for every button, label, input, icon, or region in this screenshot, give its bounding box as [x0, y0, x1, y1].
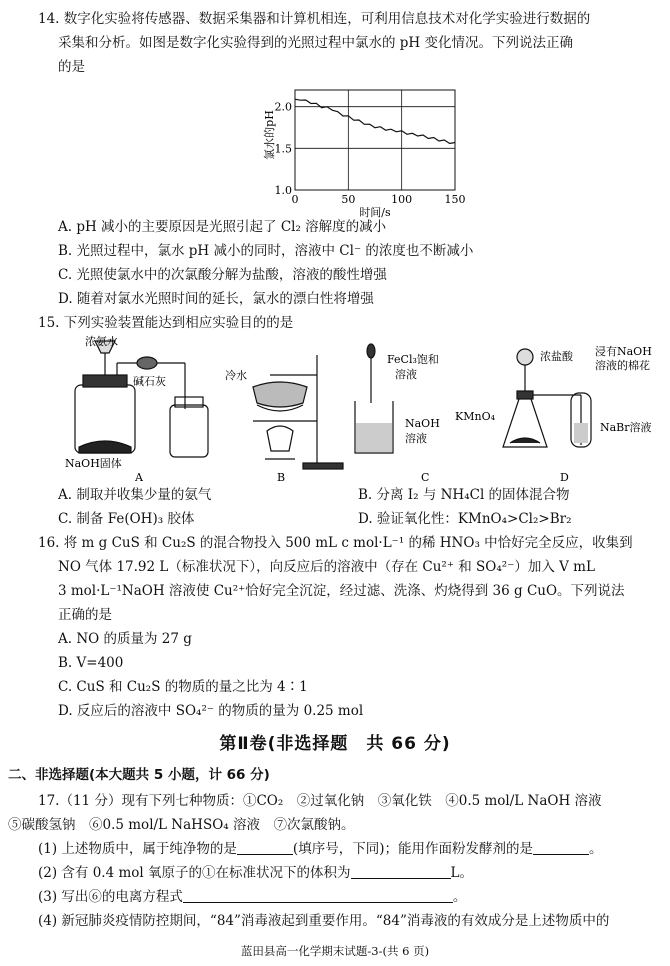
q16-option-b: B. V=400	[58, 655, 124, 671]
q16-stem-line2: NO 气体 17.92 L（标准状况下），向反应后的溶液中（存在 Cu²⁺ 和 SO₄²⁻）加入 V mL	[58, 559, 595, 575]
q17-part2-text-b: L。	[450, 865, 473, 881]
q17-part2-text-a: (2) 含有 0.4 mol 氧原子的①在标准状况下的体积为	[38, 865, 351, 881]
label-a-mid: 碱石灰	[133, 375, 166, 388]
q14-option-d: D. 随着对氯水光照时间的延长，氯水的漂白性将增强	[58, 291, 374, 307]
q17-part1-text-b: (填序号，下同)；能用作面粉发酵剂的是	[292, 841, 533, 857]
chart-y-tick-label: 1.0	[274, 184, 292, 197]
q17-stem-line2: ⑤碳酸氢钠 ⑥0.5 mol/L NaHSO₄ 溶液 ⑦次氯酸钠。	[8, 817, 355, 833]
ph-chart	[255, 80, 475, 220]
label-d-letter: D	[560, 471, 569, 484]
apparatus-d	[503, 349, 591, 447]
q15-option-c: C. 制备 Fe(OH)₃ 胶体	[58, 511, 195, 527]
q16-option-c: C. CuS 和 Cu₂S 的物质的量之比为 4∶1	[58, 679, 308, 695]
q17-answer-blank-3[interactable]	[351, 864, 451, 879]
q14-option-c: C. 光照使氯水中的次氯酸分解为盐酸，溶液的酸性增强	[58, 267, 387, 283]
chart-series-line	[295, 99, 455, 143]
q15-stem: 15. 下列实验装置能达到相应实验目的的是	[38, 315, 294, 331]
q17-part2	[38, 862, 473, 885]
q16-option-d: D. 反应后的溶液中 SO₄²⁻ 的物质的量为 0.25 mol	[58, 703, 364, 719]
apparatus-b	[253, 355, 343, 469]
label-b-letter: B	[277, 471, 286, 484]
q17-answer-blank-1[interactable]	[237, 840, 293, 855]
q17-answer-blank-4[interactable]	[183, 888, 453, 903]
label-d-kmno4: KMnO₄	[455, 410, 495, 423]
q14-option-b: B. 光照过程中，氯水 pH 减小的同时，溶液中 Cl⁻ 的浓度也不断减小	[58, 243, 474, 259]
apparatus-figure	[55, 335, 665, 485]
q16-stem-line4: 正确的是	[58, 607, 112, 623]
label-a-letter: A	[135, 471, 143, 484]
q16-stem-line1: 16. 将 m g CuS 和 Cu₂S 的混合物投入 500 mL c mol·L⁻¹ 的稀 HNO₃ 中恰好完全反应，收集到	[38, 535, 633, 551]
chart-x-tick-label: 0	[291, 193, 299, 206]
q16-option-a: A. NO 的质量为 27 g	[58, 631, 192, 647]
chart-x-tick-label: 150	[444, 193, 466, 206]
label-a-top: 浓氨水	[85, 335, 118, 348]
q14-option-a: A. pH 减小的主要原因是光照引起了 Cl₂ 溶解度的减小	[58, 219, 387, 235]
q14-stem-line1: 14. 数字化实验将传感器、数据采集器和计算机相连，可利用信息技术对化学实验进行数据的	[38, 11, 591, 27]
chart-x-tick-label: 100	[391, 193, 413, 206]
q17-part3-text-b: 。	[452, 889, 467, 905]
label-c-top1: FeCl₃饱和	[387, 353, 439, 366]
page-footer: 蓝田县高一化学期末试题-3-(共 6 页)	[240, 944, 430, 958]
q14-stem-line3: 的是	[58, 59, 85, 75]
q16-stem-line3: 3 mol·L⁻¹NaOH 溶液使 Cu²⁺恰好完全沉淀，经过滤、洗涤、灼烧得到 36 g CuO。下列说法	[58, 583, 625, 599]
chart-y-tick-labels	[275, 101, 293, 197]
q15-option-a: A. 制取并收集少量的氨气	[58, 487, 212, 503]
label-a-bottom: NaOH固体	[65, 457, 122, 470]
label-d-nabr: NaBr溶液	[600, 421, 652, 434]
q17-part1-text-c: 。	[588, 841, 603, 857]
chart-x-tick-labels	[292, 193, 466, 206]
q17-stem-line1: 17.（11 分）现有下列七种物质：①CO₂ ②过氧化钠 ③氧化铁 ④0.5 mol/L NaOH 溶液	[38, 793, 602, 809]
label-d-acid: 浓盐酸	[540, 350, 573, 363]
label-c-bot1: NaOH	[405, 417, 440, 430]
q17-part3-text-a: (3) 写出⑥的电离方程式	[38, 889, 183, 905]
label-d-cotton2: 溶液的棉花	[595, 359, 650, 372]
chart-y-axis-label: 氯水的pH	[263, 110, 276, 160]
q17-part1-text-a: (1) 上述物质中，属于纯净物的是	[38, 841, 237, 857]
chart-x-tick-label: 50	[341, 193, 356, 206]
label-c-top2: 溶液	[395, 368, 417, 381]
label-c-bot2: 溶液	[405, 432, 427, 445]
section2-title: 第Ⅱ卷(非选择题 共 66 分)	[219, 734, 451, 754]
q17-answer-blank-2[interactable]	[533, 840, 589, 855]
q14-stem-line2: 采集和分析。如图是数字化实验得到的光照过程中氯水的 pH 变化情况。下列说法正确	[58, 35, 573, 51]
apparatus-a	[75, 341, 208, 457]
chart-x-axis-label: 时间/s	[359, 206, 391, 219]
q17-part1	[38, 838, 602, 861]
chart-y-tick-label: 2.0	[274, 100, 292, 114]
q17-part3	[38, 886, 466, 909]
chart-y-tick-label: 1.5	[274, 142, 292, 156]
q17-part4: (4) 新冠肺炎疫情防控期间，“84”消毒液起到重要作用。“84”消毒液的有效成分是上述物质中的	[38, 913, 610, 929]
label-c-letter: C	[421, 471, 430, 484]
q15-option-b: B. 分离 I₂ 与 NH₄Cl 的固体混合物	[358, 487, 570, 503]
label-d-cotton1: 浸有NaOH	[595, 345, 652, 358]
section2-heading: 二、非选择题(本大题共 5 小题，计 66 分)	[8, 767, 270, 783]
q15-option-d: D. 验证氧化性：KMnO₄>Cl₂>Br₂	[358, 511, 572, 527]
label-b-water: 冷水	[225, 369, 247, 382]
